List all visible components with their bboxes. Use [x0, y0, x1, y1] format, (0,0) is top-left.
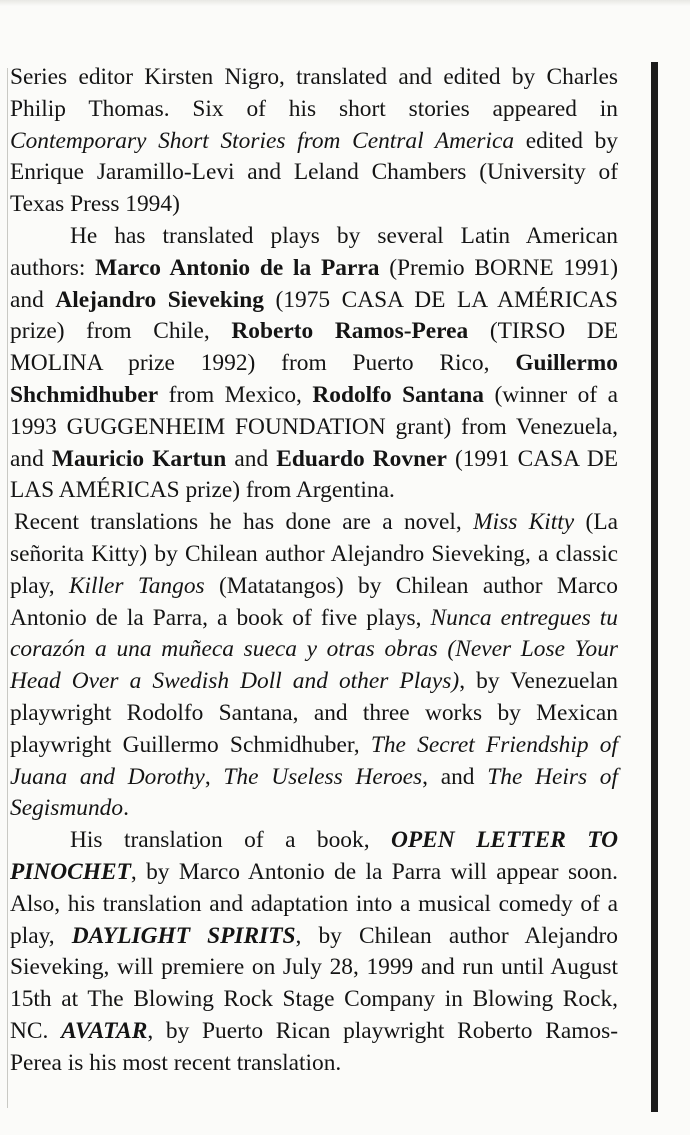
- text-run: (La señorita Kitty) by Chilean author Alejandro Sieveking, a classic play,: [10, 509, 618, 599]
- work-title: AVATAR: [61, 1017, 148, 1044]
- author-name: Eduardo Rovner: [276, 445, 447, 472]
- paragraph-series-editor: [10, 62, 618, 221]
- author-name: Roberto Ramos-Perea: [231, 318, 469, 345]
- text-run: (1975 CASA DE LA AMÉRICAS prize) from Chile,: [10, 286, 618, 345]
- text-run: , by Marco Antonio de la Parra will appear soon. Also, his translation and adaptation into a musical comedy of a play,: [10, 858, 618, 949]
- text-run: , and: [422, 763, 488, 790]
- work-title: The Secret Friendship of Juana and Dorothy: [10, 731, 618, 790]
- paragraph-recent-translations: [10, 507, 618, 825]
- text-run: (winner of a 1993 GUGGENHEIM FOUNDATION grant) from Venezuela, and: [10, 381, 618, 472]
- text-run: He has translated plays by several Latin American authors:: [10, 222, 618, 281]
- paragraph-translated-plays: [10, 221, 618, 507]
- work-title: Nunca entregues tu corazón a una muñeca sueca y otras obras (Never Lose Your Head Over a Swedish Doll and other Plays): [10, 604, 618, 695]
- author-name: Marco Antonio de la Parra: [95, 254, 380, 281]
- author-name: Alejandro Sieveking: [55, 286, 264, 313]
- author-name: Mauricio Kartun: [51, 445, 227, 472]
- text-run: ,: [204, 763, 224, 790]
- text-run: , by Puerto Rican playwright Roberto Ramos-Perea is his most recent translation.: [10, 1017, 618, 1076]
- text-run: and: [226, 445, 277, 472]
- text-run: (1991 CASA DE LAS AMÉRICAS prize) from Argentina.: [10, 445, 618, 504]
- author-name: Guillermo Shchmidhuber: [10, 350, 618, 408]
- text-run: , by Chilean author Alejandro Sieveking, will premiere on July 28, 1999 and run until August 15th at The Blowing Rock Stage Company in Blowing Rock, NC.: [10, 922, 618, 1044]
- text-run: His translation of a book,: [70, 827, 391, 854]
- margin-bar: [651, 62, 658, 1112]
- page-edge: [0, 0, 690, 6]
- work-title: OPEN LETTER TO PINOCHET: [10, 827, 619, 885]
- work-title: Killer Tangos: [68, 572, 205, 599]
- scan-left-rule: [7, 68, 8, 1108]
- text-run: (Matatangos) by Chilean author Marco Antonio de la Parra, a book of five plays,: [10, 572, 618, 631]
- paragraph-upcoming-work: [10, 825, 618, 1079]
- text-run: .: [123, 795, 129, 822]
- text-run: Series editor Kirsten Nigro, translated and edited by Charles Philip Thomas. Six of his short stories appeared in: [10, 64, 618, 122]
- work-title: Miss Kitty: [473, 509, 575, 536]
- text-run: (Premio BORNE 1991) and: [10, 254, 618, 313]
- work-title: The Useless Heroes: [223, 763, 423, 790]
- text-run: from Mexico,: [158, 381, 313, 408]
- work-title: DAYLIGHT SPIRITS: [71, 922, 296, 949]
- work-title: The Heirs of Segismundo: [10, 763, 618, 822]
- author-name: Rodolfo Santana: [312, 381, 484, 408]
- text-run: Recent translations he has done are a novel,: [14, 509, 474, 536]
- text-run: , by Venezuelan playwright Rodolfo Santana, and three works by Mexican playwright Guillermo Schmidhuber,: [10, 668, 618, 758]
- book-title: Contemporary Short Stories from Central America: [10, 127, 515, 154]
- text-run: (TIRSO DE MOLINA prize 1992) from Puerto Rico,: [10, 318, 618, 377]
- text-run: edited by Enrique Jaramillo-Levi and Leland Chambers (University of Texas Press 1994): [10, 127, 618, 218]
- document-text: [10, 62, 618, 1080]
